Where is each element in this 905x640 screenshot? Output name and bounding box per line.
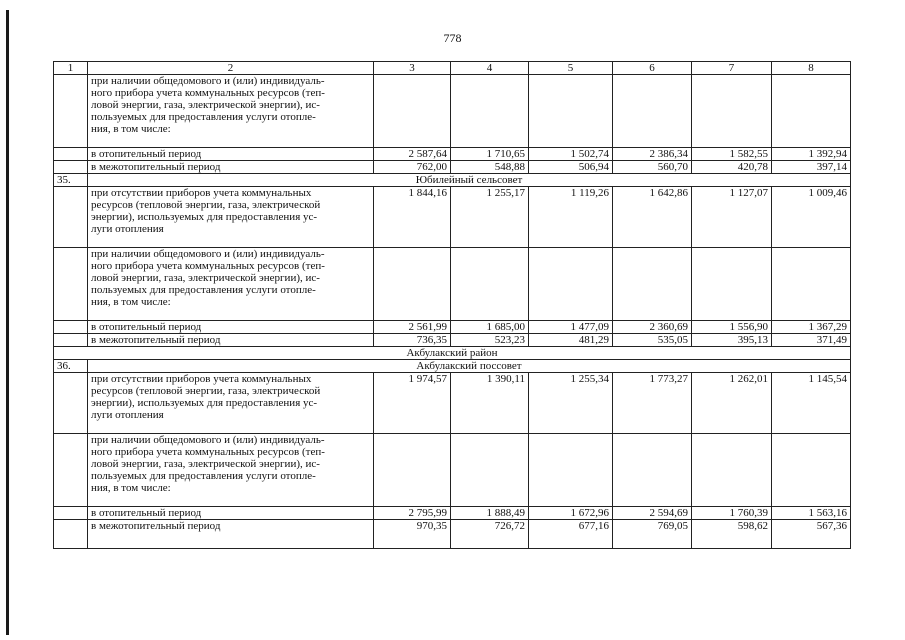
column-header: 4 (451, 62, 529, 75)
value-cell: 535,05 (613, 334, 692, 347)
table-row (54, 75, 851, 148)
header-row (54, 62, 851, 75)
column-header: 5 (529, 62, 613, 75)
section-title: Акбулакский поссовет (88, 360, 851, 373)
row-label: в межотопительный период (88, 334, 374, 347)
row-label: при отсутствии приборов учета коммунальных ресурсов (тепловой энергии, газа, электрической энергии), используемых для предоставления ус- луги отопления (88, 187, 374, 248)
column-header: 7 (692, 62, 772, 75)
value-cell: 1 685,00 (451, 321, 529, 334)
section-number: 36. (54, 360, 88, 373)
value-cell: 506,94 (529, 161, 613, 174)
value-cell (374, 248, 451, 321)
table-row (54, 334, 851, 347)
value-cell: 1 255,17 (451, 187, 529, 248)
value-cell: 560,70 (613, 161, 692, 174)
value-cell (772, 75, 851, 148)
region-title: Акбулакский район (54, 347, 851, 360)
value-cell: 736,35 (374, 334, 451, 347)
value-cell: 1 710,65 (451, 148, 529, 161)
column-header: 2 (88, 62, 374, 75)
value-cell: 762,00 (374, 161, 451, 174)
row-label: при наличии общедомового и (или) индивидуаль- ного прибора учета коммунальных ресурсов (теп- ловой энергии, газа, электрической энергии), ис- пользуемых для предоставления услуги отопле- ния, в том числе: (88, 434, 374, 507)
value-cell (529, 75, 613, 148)
value-cell: 1 009,46 (772, 187, 851, 248)
value-cell: 420,78 (692, 161, 772, 174)
column-header: 6 (613, 62, 692, 75)
page-number: 778 (443, 31, 462, 45)
value-cell (451, 75, 529, 148)
value-cell (692, 75, 772, 148)
value-cell: 2 561,99 (374, 321, 451, 334)
value-cell: 395,13 (692, 334, 772, 347)
table-row (54, 248, 851, 321)
value-cell: 567,36 (772, 520, 851, 549)
region-row (54, 347, 851, 360)
table-row (54, 321, 851, 334)
table-row (54, 161, 851, 174)
value-cell: 1 642,86 (613, 187, 692, 248)
value-cell: 397,14 (772, 161, 851, 174)
value-cell: 769,05 (613, 520, 692, 549)
row-label: при наличии общедомового и (или) индивидуаль- ного прибора учета коммунальных ресурсов (теп- ловой энергии, газа, электрической энергии), ис- пользуемых для предоставления услуги отопле- ния, в том числе: (88, 248, 374, 321)
value-cell (529, 434, 613, 507)
table-row (54, 434, 851, 507)
value-cell: 726,72 (451, 520, 529, 549)
table-row (54, 148, 851, 161)
row-number-cell (54, 161, 88, 174)
table-row (54, 520, 851, 549)
tariff-table (53, 61, 851, 549)
table-row (54, 373, 851, 434)
value-cell: 1 477,09 (529, 321, 613, 334)
value-cell: 2 386,34 (613, 148, 692, 161)
value-cell (772, 248, 851, 321)
value-cell: 1 556,90 (692, 321, 772, 334)
value-cell: 548,88 (451, 161, 529, 174)
value-cell: 1 502,74 (529, 148, 613, 161)
column-header: 1 (54, 62, 88, 75)
value-cell (692, 434, 772, 507)
value-cell: 1 760,39 (692, 507, 772, 520)
value-cell: 1 255,34 (529, 373, 613, 434)
value-cell (451, 434, 529, 507)
row-number-cell (54, 248, 88, 321)
row-number-cell (54, 507, 88, 520)
value-cell: 371,49 (772, 334, 851, 347)
value-cell (374, 75, 451, 148)
row-label: в межотопительный период (88, 520, 374, 549)
table-row (54, 187, 851, 248)
value-cell: 1 145,54 (772, 373, 851, 434)
value-cell: 1 888,49 (451, 507, 529, 520)
row-label: в отопительный период (88, 507, 374, 520)
value-cell: 2 587,64 (374, 148, 451, 161)
value-cell: 1 127,07 (692, 187, 772, 248)
row-label: при отсутствии приборов учета коммунальных ресурсов (тепловой энергии, газа, электрической энергии), используемых для предоставления ус- луги отопления (88, 373, 374, 434)
row-number-cell (54, 321, 88, 334)
row-number-cell (54, 75, 88, 148)
row-number-cell (54, 520, 88, 549)
value-cell (692, 248, 772, 321)
value-cell (613, 75, 692, 148)
value-cell (529, 248, 613, 321)
value-cell (451, 248, 529, 321)
value-cell: 1 119,26 (529, 187, 613, 248)
value-cell: 677,16 (529, 520, 613, 549)
value-cell: 1 773,27 (613, 373, 692, 434)
row-number-cell (54, 148, 88, 161)
column-header: 8 (772, 62, 851, 75)
section-title: Юбилейный сельсовет (88, 174, 851, 187)
table-row (54, 507, 851, 520)
value-cell (374, 434, 451, 507)
row-label: при наличии общедомового и (или) индивидуаль- ного прибора учета коммунальных ресурсов (теп- ловой энергии, газа, электрической энергии), ис- пользуемых для предоставления услуги отопле- ния, в том числе: (88, 75, 374, 148)
value-cell (613, 434, 692, 507)
section-number: 35. (54, 174, 88, 187)
row-number-cell (54, 434, 88, 507)
value-cell: 1 563,16 (772, 507, 851, 520)
value-cell: 2 795,99 (374, 507, 451, 520)
column-header: 3 (374, 62, 451, 75)
value-cell: 1 582,55 (692, 148, 772, 161)
value-cell: 598,62 (692, 520, 772, 549)
scan-edge-bar (6, 10, 9, 635)
row-number-cell (54, 187, 88, 248)
value-cell: 481,29 (529, 334, 613, 347)
row-label: в межотопительный период (88, 161, 374, 174)
value-cell (613, 248, 692, 321)
row-number-cell (54, 373, 88, 434)
value-cell: 1 390,11 (451, 373, 529, 434)
row-label: в отопительный период (88, 148, 374, 161)
value-cell: 1 844,16 (374, 187, 451, 248)
row-label: в отопительный период (88, 321, 374, 334)
row-number-cell (54, 334, 88, 347)
value-cell: 2 594,69 (613, 507, 692, 520)
section-row (54, 174, 851, 187)
value-cell: 970,35 (374, 520, 451, 549)
value-cell: 1 974,57 (374, 373, 451, 434)
value-cell (772, 434, 851, 507)
section-row (54, 360, 851, 373)
value-cell: 1 262,01 (692, 373, 772, 434)
value-cell: 2 360,69 (613, 321, 692, 334)
value-cell: 1 392,94 (772, 148, 851, 161)
value-cell: 1 367,29 (772, 321, 851, 334)
value-cell: 523,23 (451, 334, 529, 347)
value-cell: 1 672,96 (529, 507, 613, 520)
